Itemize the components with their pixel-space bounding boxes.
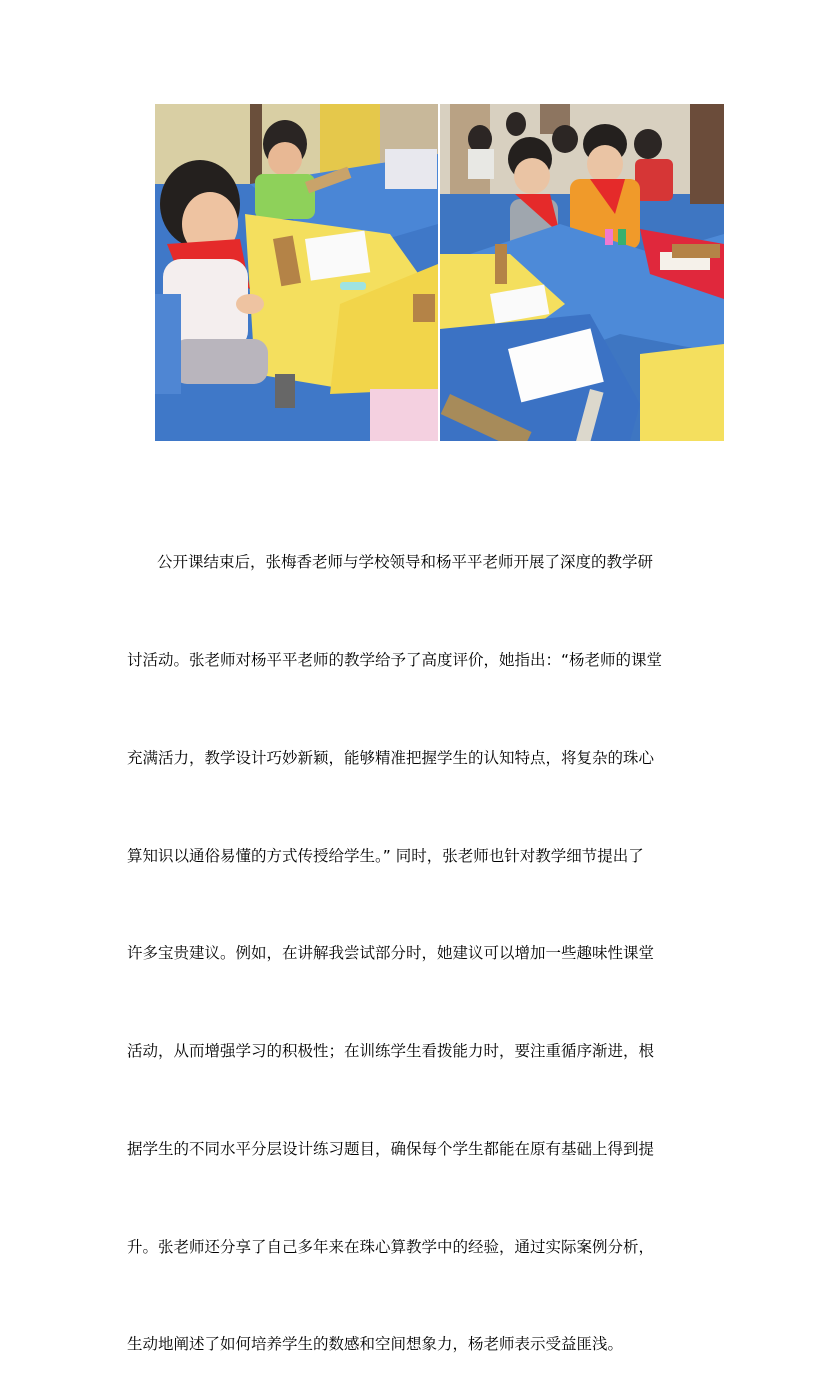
paragraph-line: 充满活力，教学设计巧妙新颖，能够精准把握学生的认知特点，将复杂的珠心	[127, 748, 655, 767]
paragraph-line: 公开课结束后，张梅香老师与学校领导和杨平平老师开展了深度的教学研	[157, 553, 654, 572]
classroom-photo-right	[440, 104, 724, 441]
paragraph-line: 升。张老师还分享了自己多年来在珠心算教学中的经验，通过实际案例分析，	[127, 1237, 655, 1256]
paragraph-line: 算知识以通俗易懂的方式传授给学生。” 同时，张老师也针对教学细节提出了	[127, 846, 644, 865]
body-paragraph	[127, 481, 699, 1394]
paragraph-line: 生动地阐述了如何培养学生的数感和空间想象力，杨老师表示受益匪浅。	[127, 1335, 624, 1354]
paragraph-line: 许多宝贵建议。例如，在讲解我尝试部分时，她建议可以增加一些趣味性课堂	[127, 944, 655, 963]
paragraph-line: 活动，从而增强学习的积极性；在训练学生看拨能力时，要注重循序渐进，根	[127, 1042, 655, 1061]
paragraph-line: 据学生的不同水平分层设计练习题目，确保每个学生都能在原有基础上得到提	[127, 1139, 655, 1158]
classroom-photo-left	[155, 104, 438, 441]
paragraph-line: 讨活动。张老师对杨平平老师的教学给予了高度评价，她指出：“杨老师的课堂	[127, 650, 663, 669]
